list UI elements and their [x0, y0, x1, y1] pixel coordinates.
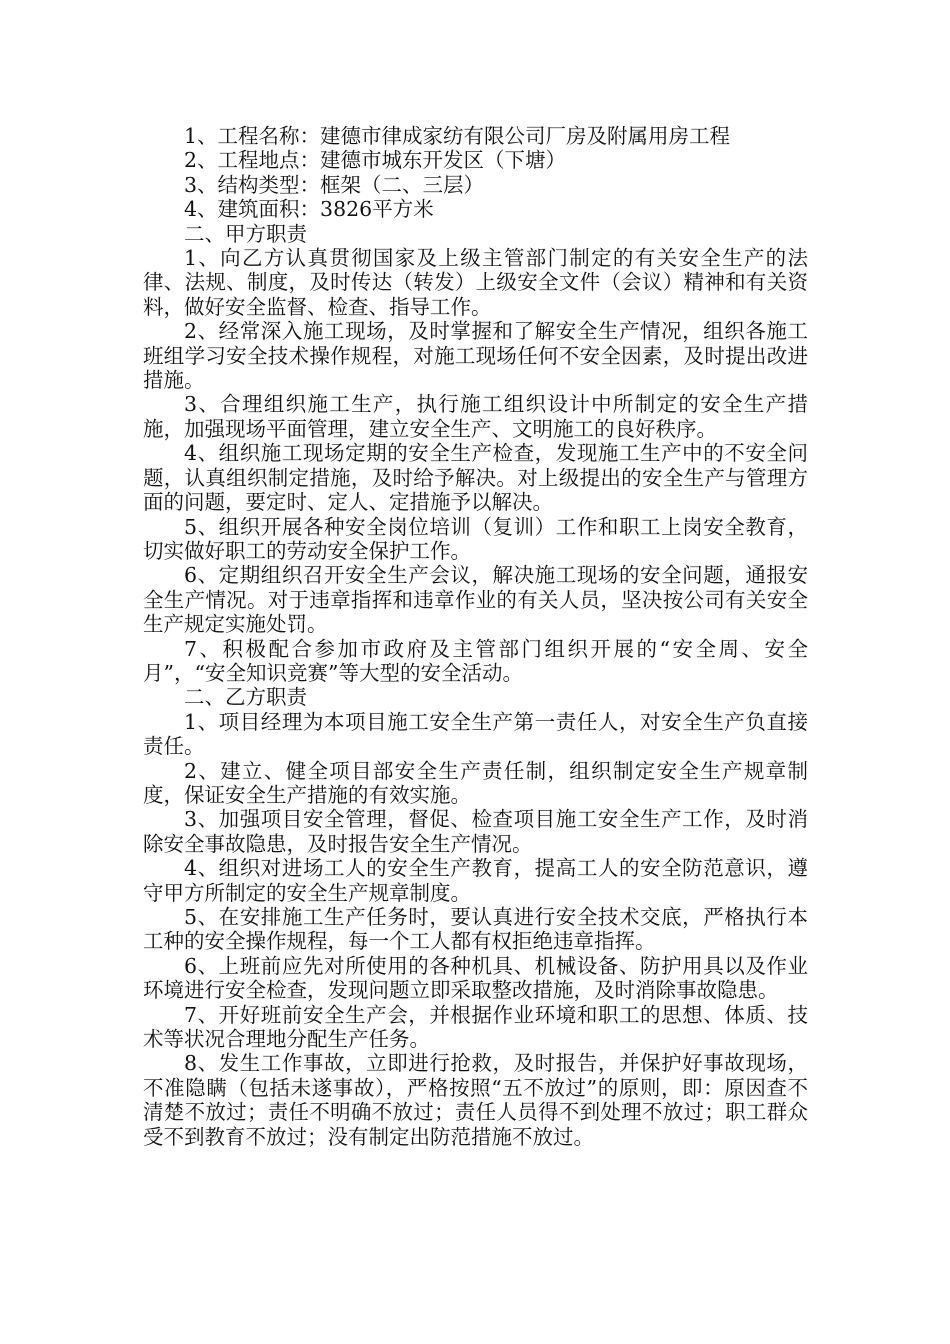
party-a-duty-4: 4、组织施工现场定期的安全生产检查，发现施工生产中的不安全问题，认真组织制定措施，及时给予解决。对上级提出的安全生产与管理方面的问题，要定时、定人、定措施予以解决。 — [143, 441, 808, 515]
party-b-duty-7: 7、开好班前安全生产会，并根据作业环境和职工的思想、体质、技术等状况合理地分配生产任务。 — [143, 1002, 808, 1052]
party-b-duty-1: 1、项目经理为本项目施工安全生产第一责任人，对安全生产负直接责任。 — [143, 709, 808, 759]
party-b-duty-8: 8、发生工作事故，立即进行抢救，及时报告，并保护好事故现场，不准隐瞒（包括未遂事故），严格按照“五不放过”的原则，即：原因查不清楚不放过；责任不明确不放过；责任人员得不到处理不放过；职工群众受不到教育不放过；没有制定出防范措施不放过。 — [143, 1051, 808, 1149]
party-a-duty-1: 1、向乙方认真贯彻国家及上级主管部门制定的有关安全生产的法律、法规、制度，及时传达（转发）上级安全文件（会议）精神和有关资料，做好安全监督、检查、指导工作。 — [143, 246, 808, 319]
party-a-duty-6: 6、定期组织召开安全生产会议，解决施工现场的安全问题，通报安全生产情况。对于违章指挥和违章作业的有关人员，坚决按公司有关安全生产规定实施处罚。 — [143, 563, 808, 637]
project-name-line: 1、工程名称：建德市律成家纺有限公司厂房及附属用房工程 — [184, 124, 731, 148]
party-a-duty-2: 2、经常深入施工现场，及时掌握和了解安全生产情况，组织各施工班组学习安全技术操作规程，对施工现场任何不安全因素，及时提出改进措施。 — [143, 319, 808, 393]
building-area-line: 4、建筑面积：3826平方米 — [184, 197, 434, 222]
party-a-duty-3: 3、合理组织施工生产，执行施工组织设计中所制定的安全生产措施，加强现场平面管理，建立安全生产、文明施工的良好秩序。 — [143, 392, 808, 441]
party-a-duty-7: 7、积极配合参加市政府及主管部门组织开展的“安全周、安全月”，“安全知识竞赛”等大型的安全活动。 — [143, 636, 808, 685]
party-b-duty-4: 4、组织对进场工人的安全生产教育，提高工人的安全防范意识，遵守甲方所制定的安全生产规章制度。 — [143, 856, 808, 905]
party-b-duty-2: 2、建立、健全项目部安全生产责任制，组织制定安全生产规章制度，保证安全生产措施的有效实施。 — [143, 758, 808, 807]
party-a-heading: 二、甲方职责 — [184, 221, 307, 246]
party-b-duty-5: 5、在安排施工生产任务时，要认真进行安全技术交底，严格执行本工种的安全操作规程，每一个工人都有权拒绝违章指挥。 — [143, 905, 808, 954]
party-b-duty-3: 3、加强项目安全管理，督促、检查项目施工安全生产工作，及时消除安全事故隐患，及时报告安全生产情况。 — [143, 807, 808, 856]
party-a-duty-5: 5、组织开展各种安全岗位培训（复训）工作和职工上岗安全教育，切实做好职工的劳动安全保护工作。 — [143, 514, 808, 563]
party-b-heading: 二、乙方职责 — [184, 685, 307, 710]
party-b-duty-6: 6、上班前应先对所使用的各种机具、机械设备、防护用具以及作业环境进行安全检查，发现问题立即采取整改措施，及时消除事故隐患。 — [143, 953, 808, 1003]
structure-type-line: 3、结构类型：框架（二、三层） — [184, 172, 485, 197]
document-body — [143, 124, 808, 1149]
project-location-line: 2、工程地点：建德市城东开发区（下塘） — [184, 148, 567, 173]
